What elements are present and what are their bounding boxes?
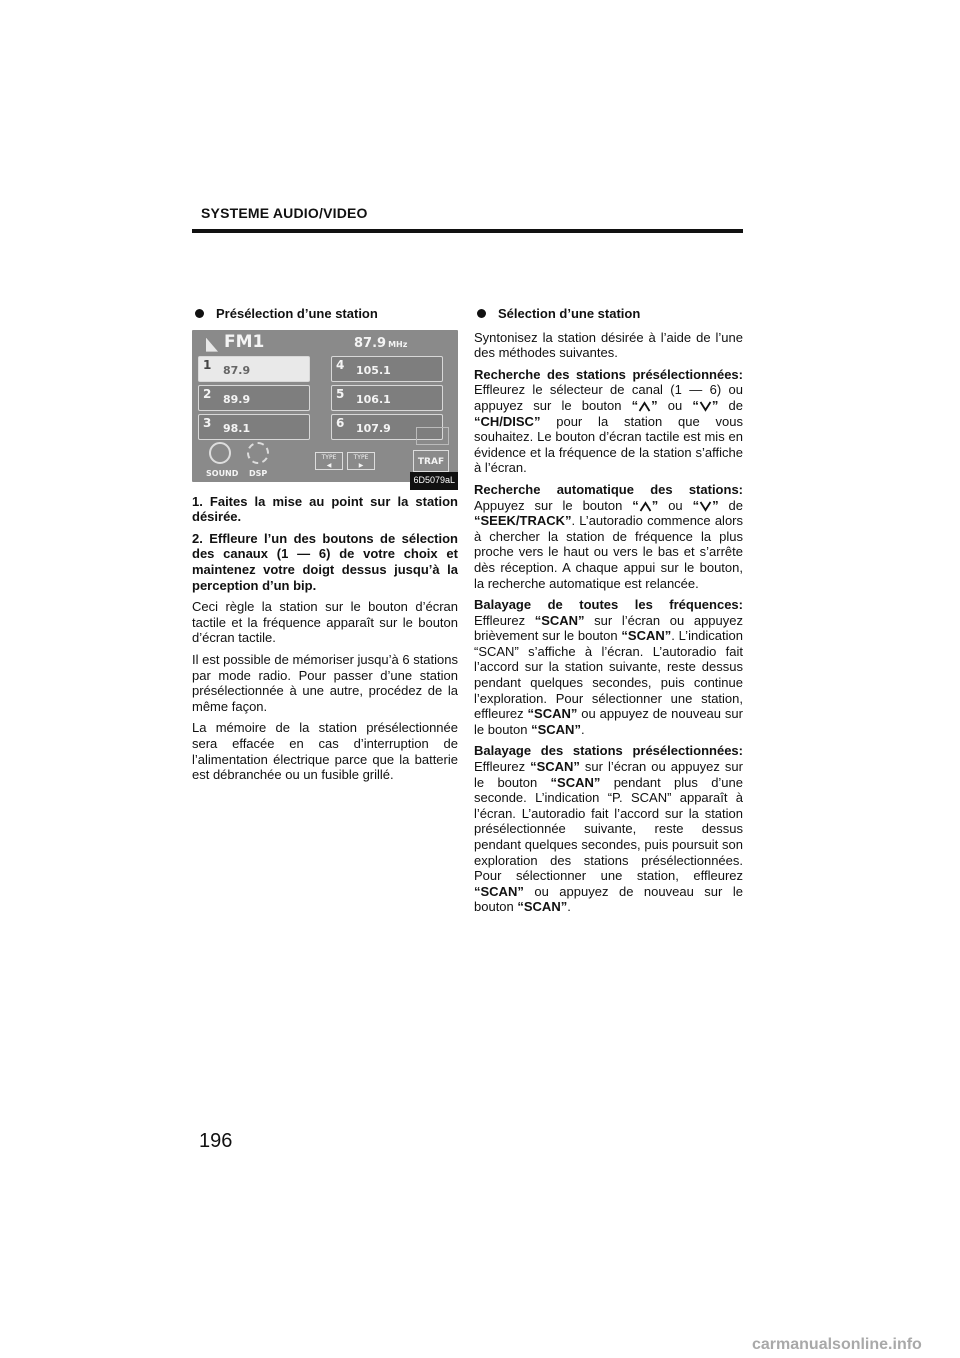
scan-preset-paragraph: Balayage des stations présélectionnées: Effleurez “SCAN” sur l’écran ou appuyez sur le bouton “SCAN” pendant plus d’une seconde. L’indication “P. SCAN” apparaît à l’écran. L’autoradio fait l’accord sur la station présélectionnée suivante, reste dessus pendant quelques secondes, puis poursuit son exploration des stations présélectionnées. Pour sélectionner une station, effleurez “SCAN” ou appuyez de nouveau sur le bouton “SCAN”.: [474, 743, 743, 915]
preset-button-2[interactable]: 2 89.9: [198, 385, 310, 411]
paragraph-2: Il est possible de mémoriser jusqu’à 6 stations par mode radio. Pour passer d’une station présélectionnée à une autre, procédez de la même façon.: [192, 651, 458, 714]
preset-search-paragraph: Recherche des stations présélectionnées: Effleurez le sélecteur de canal (1 — 6) ou appuyez sur le bouton “ ” ou “ ” de “CH/DISC” pour la station que vous souhaitez. Le bouton d’écran tactile est mis en évidence et la fréquence de la station s’affiche à l’écran.: [474, 366, 744, 476]
preset-button-3[interactable]: 3 98.1: [198, 414, 310, 440]
watermark: carmanualsonline.info: [752, 1336, 922, 1353]
preset-button-5[interactable]: 5 106.1: [331, 385, 443, 411]
header-title: SYSTEME AUDIO/VIDEO: [201, 205, 368, 221]
blank-button[interactable]: [416, 427, 449, 445]
step-2: 2. Effleure l’un des boutons de sélection des canaux (1 — 6) de votre choix et maintenez votre doigt dessus jusqu’à la perception d’un bip.: [192, 530, 458, 593]
radio-screenshot: [192, 330, 458, 485]
radio-frequency: 87.9 MHz: [354, 335, 408, 351]
section-title: Présélection d’une station: [216, 306, 378, 321]
header-rule: [192, 229, 743, 233]
preset-button-6[interactable]: 6 107.9: [331, 414, 443, 440]
step-1: 1. Faites la mise au point sur la station désirée.: [192, 493, 458, 525]
sound-button[interactable]: [209, 442, 231, 464]
section-title: Sélection d’une station: [498, 306, 641, 321]
sound-label: SOUND: [206, 468, 239, 478]
band-icon: [206, 338, 218, 352]
paragraph-1: Ceci règle la station sur le bouton d’écran tactile et la fréquence apparaît sur le bouton d’écran tactile.: [192, 599, 458, 646]
type-prev-button[interactable]: TYPE ◀: [315, 452, 343, 470]
scan-all-paragraph: Balayage de toutes les fréquences: Effleurez “SCAN” sur l’écran ou appuyez brièvement sur le bouton “SCAN”. L’indication “SCAN” s’affiche à l’écran. L’autoradio fait l’accord sur la station suivante, reste dessus pendant quelques secondes, puis continue l’exploration. Pour sélectionner une station, effleurez “SCAN” ou appuyez de nouveau sur le bouton “SCAN”.: [474, 597, 743, 737]
chevron-down-icon: [699, 401, 712, 412]
preset-button-1[interactable]: 1 87.9: [198, 356, 310, 382]
type-next-button[interactable]: TYPE ▶: [347, 452, 375, 470]
paragraph-3: La mémoire de la station présélectionnée sera effacée en cas d’interruption de l’alimentation électrique parce que la batterie est débranchée ou un fusible grillé.: [192, 720, 458, 783]
image-code: 6D5079aL: [410, 472, 458, 490]
section-heading: [474, 306, 743, 322]
page-number: 196: [199, 1130, 233, 1152]
radio-band: FM1: [224, 331, 265, 352]
traf-button[interactable]: TRAF: [413, 450, 449, 472]
preset-button-4[interactable]: 4 105.1: [331, 356, 443, 382]
dsp-label: DSP: [249, 468, 268, 478]
dsp-button[interactable]: [247, 442, 269, 464]
chevron-up-icon: [638, 401, 651, 412]
auto-search-paragraph: Recherche automatique des stations: Appuyez sur le bouton “ ” ou “ ” de “SEEK/TRACK”. L’autoradio commence alors à chercher la station de fréquence la plus proche vers le haut ou vers le bas et s’arrête dès réception. A chaque appui sur le bouton, la recherche automatique est relancée.: [474, 481, 743, 591]
left-column: [192, 306, 458, 789]
intro-paragraph: Syntonisez la station désirée à l’aide de l’une des méthodes suivantes.: [474, 329, 743, 361]
chevron-down-icon: [699, 501, 712, 512]
bullet-icon: [477, 309, 486, 318]
chevron-up-icon: [639, 501, 652, 512]
right-column: [474, 306, 743, 921]
section-heading: [192, 306, 458, 322]
bullet-icon: [195, 309, 204, 318]
